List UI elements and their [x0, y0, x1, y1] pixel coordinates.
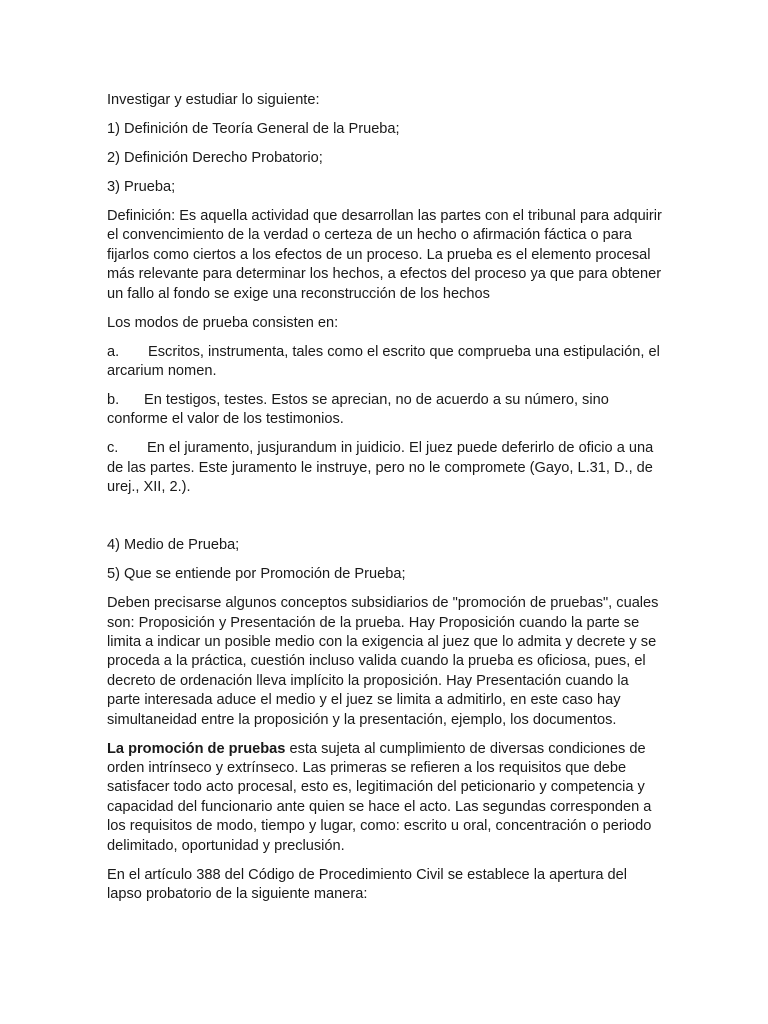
- promotion-bold-lead: La promoción de pruebas: [107, 740, 286, 757]
- intro-line: Investigar y estudiar lo siguiente:: [107, 92, 320, 108]
- mode-marker-b: b.: [107, 392, 120, 409]
- mode-marker-c: c.: [107, 440, 119, 457]
- list-item-4: 4) Medio de Prueba;: [107, 537, 240, 554]
- mode-text-b: En testigos, testes. Estos se aprecian, no de acuerdo a su número, sino conforme el valor de los testimonios.: [107, 392, 609, 428]
- mode-item-c: [107, 439, 663, 497]
- mode-text-a: Escritos, instrumenta, tales como el escrito que comprueba una estipulación, el arcarium nomen.: [107, 343, 660, 380]
- list-item-5: 5) Que se entiende por Promoción de Prueba;: [107, 566, 406, 583]
- promotion-paragraph-1: Deben precisarse algunos conceptos subsidiarios de "promoción de pruebas", cuales son: Proposición y Presentación de la prueba. Hay Proposición cuando la parte se limita a indicar un posible medio con la exigencia al juez que lo admita y decrete y se proceda a la práctica, cuestión incluso valida cuando la prueba es oficiosa, pues, el decreto de ordenación lleva implícito la proposición. Hay Presentación cuando la parte interesada aduce el medio y el juez se limita a admitirlo, en este caso hay simultaneidad entre la proposición y la presentación, ejemplo, los documentos.: [107, 595, 659, 728]
- list-item-1: 1) Definición de Teoría General de la Prueba;: [107, 121, 400, 137]
- modes-intro: Los modos de prueba consisten en:: [107, 314, 339, 331]
- article-paragraph: En el artículo 388 del Código de Procedimiento Civil se establece la apertura del lapso probatorio de la siguiente manera:: [107, 866, 628, 903]
- blank-line: [107, 507, 663, 526]
- mode-item-a: [107, 343, 663, 382]
- document-body: [107, 91, 663, 914]
- promotion-paragraph-2-text: esta sujeta al cumplimiento de diversas condiciones de orden intrínseco y extrínseco. Las primeras se refieren a los requisitos que debe satisfacer todo acto procesal, esto es, legitimación del peticionario y competencia y capacidad del funcionario ante quien se hace el acto. Las segundas corresponden a los requisitos de modo, tiempo y lugar, como: escrito u oral, concentración o periodo delimitado, oportunidad y preclusión.: [107, 740, 652, 854]
- definition-paragraph: Definición: Es aquella actividad que desarrollan las partes con el tribunal para adquirir el convencimiento de la verdad o certeza de un hecho o afirmación fáctica o para fijarlos como ciertos a los efectos de un proceso. La prueba es el elemento procesal más relevante para determinar los hechos, a efectos del proceso ya que para obtener un fallo al fondo se exige una reconstrucción de los hechos: [107, 208, 662, 302]
- list-item-2: 2) Definición Derecho Probatorio;: [107, 150, 323, 166]
- mode-marker-a: a.: [107, 343, 120, 360]
- mode-text-c: En el juramento, jusjurandum in juidicio. El juez puede deferirlo de oficio a una de las partes. Este juramento le instruye, pero no le compromete (Gayo, L.31, D., de urej., XII, 2.).: [107, 440, 654, 496]
- promotion-paragraph-2: [107, 740, 663, 856]
- list-item-3: 3) Prueba;: [107, 179, 176, 195]
- mode-item-b: [107, 391, 663, 430]
